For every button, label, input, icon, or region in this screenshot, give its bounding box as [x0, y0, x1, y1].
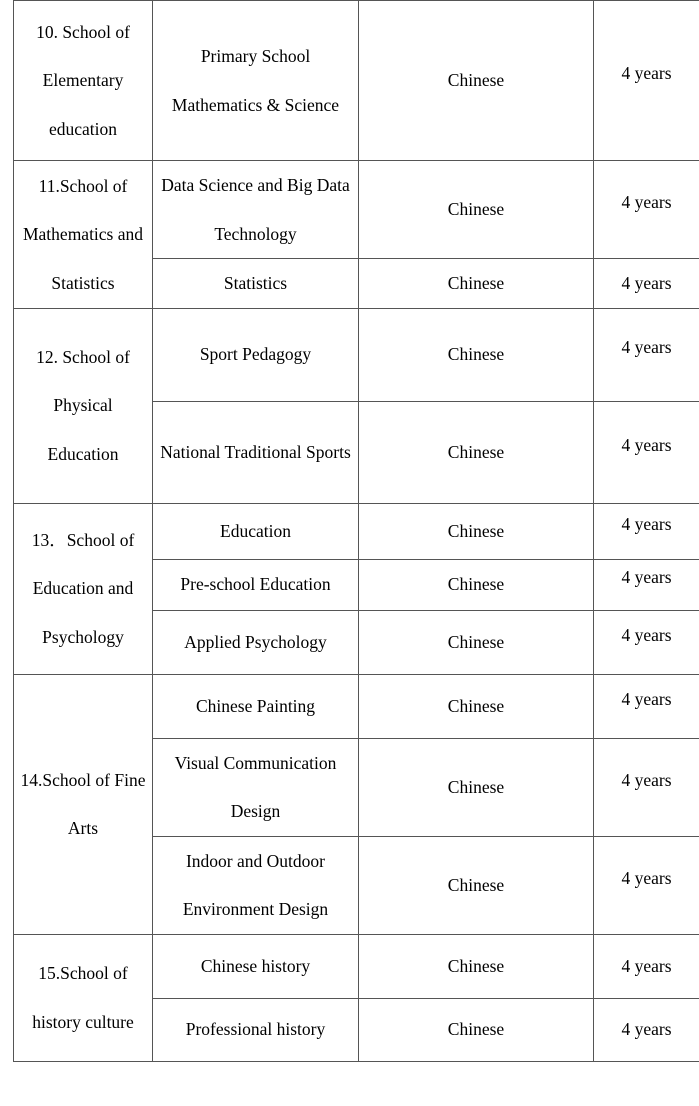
school-name-cell: 15.School of history culture — [14, 934, 153, 1061]
major-cell: Data Science and Big Data Technology — [153, 161, 359, 259]
major-cell: Primary School Mathematics & Science — [153, 1, 359, 161]
language-cell: Chinese — [359, 934, 594, 998]
major-cell: Education — [153, 503, 359, 559]
duration-cell: 4 years — [594, 836, 699, 934]
major-cell: Chinese history — [153, 934, 359, 998]
major-cell: National Traditional Sports — [153, 401, 359, 503]
major-cell: Visual Communication Design — [153, 738, 359, 836]
major-cell: Professional history — [153, 998, 359, 1061]
duration-cell: 4 years — [594, 259, 699, 309]
table-row — [14, 1, 699, 161]
duration-cell: 4 years — [594, 998, 699, 1061]
duration-cell: 4 years — [594, 934, 699, 998]
major-cell: Applied Psychology — [153, 610, 359, 674]
major-cell: Indoor and Outdoor Environment Design — [153, 836, 359, 934]
school-name-cell: 10. School of Elementary education — [14, 1, 153, 161]
language-cell: Chinese — [359, 559, 594, 610]
table-row — [14, 934, 699, 998]
language-cell: Chinese — [359, 308, 594, 401]
language-cell: Chinese — [359, 738, 594, 836]
duration-cell: 4 years — [594, 503, 699, 559]
language-cell: Chinese — [359, 836, 594, 934]
duration-cell: 4 years — [594, 308, 699, 401]
table-row — [14, 503, 699, 559]
programs-table — [13, 0, 699, 1062]
language-cell: Chinese — [359, 998, 594, 1061]
major-cell: Pre-school Education — [153, 559, 359, 610]
duration-cell: 4 years — [594, 401, 699, 503]
language-cell: Chinese — [359, 401, 594, 503]
language-cell: Chinese — [359, 610, 594, 674]
language-cell: Chinese — [359, 503, 594, 559]
duration-cell: 4 years — [594, 161, 699, 259]
table-row — [14, 674, 699, 738]
duration-cell: 4 years — [594, 674, 699, 738]
school-name-cell: 12. School of Physical Education — [14, 308, 153, 503]
language-cell: Chinese — [359, 161, 594, 259]
table-row — [14, 161, 699, 259]
duration-cell: 4 years — [594, 1, 699, 161]
table-row — [14, 308, 699, 401]
duration-cell: 4 years — [594, 559, 699, 610]
school-name-cell: 14.School of Fine Arts — [14, 674, 153, 934]
major-cell: Sport Pedagogy — [153, 308, 359, 401]
language-cell: Chinese — [359, 259, 594, 309]
language-cell: Chinese — [359, 674, 594, 738]
school-name-cell: 11.School of Mathematics and Statistics — [14, 161, 153, 309]
language-cell: Chinese — [359, 1, 594, 161]
major-cell: Statistics — [153, 259, 359, 309]
school-name-cell: 13．School of Education and Psychology — [14, 503, 153, 674]
major-cell: Chinese Painting — [153, 674, 359, 738]
duration-cell: 4 years — [594, 738, 699, 836]
duration-cell: 4 years — [594, 610, 699, 674]
